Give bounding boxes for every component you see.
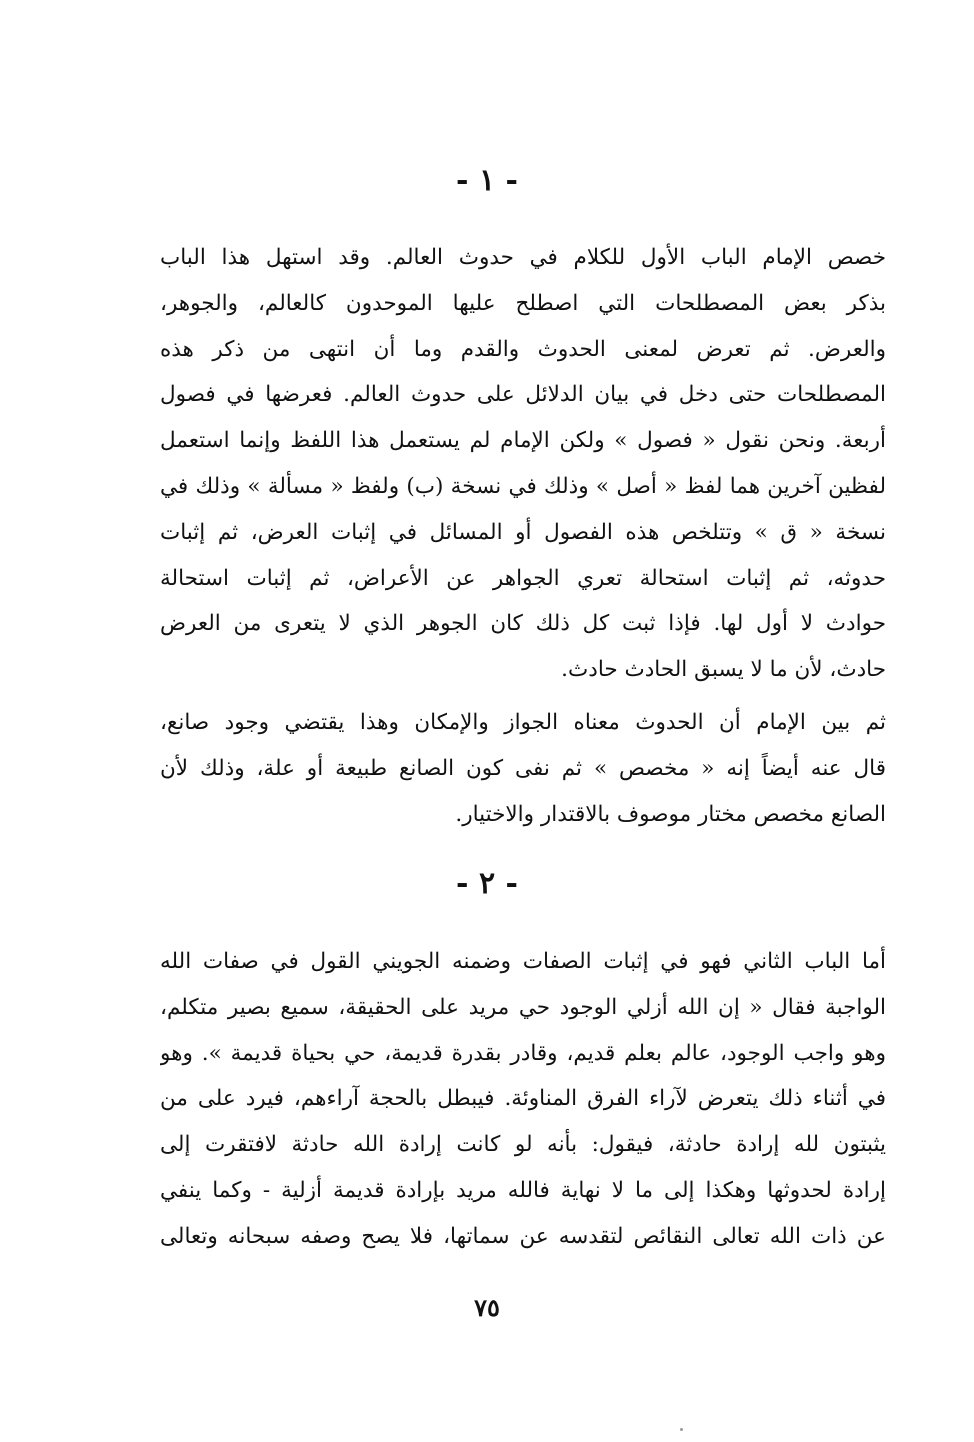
- text-line: وهو واجب الوجود، عالم بعلم قديم، وقادر بقدرة قديمة، حي بحياة قديمة ». وهو: [160, 1040, 886, 1066]
- text-line: بذكر بعض المصطلحات التي اصطلح عليها الموحدون كالعالم، والجوهر،: [160, 290, 886, 316]
- text-line: قال عنه أيضاً إنه « مخصص » ثم نفى كون الصانع طبيعة أو علة، وذلك لأن: [160, 755, 886, 781]
- text-line: نسخة « ق » وتتلخص هذه الفصول أو المسائل في إثبات العرض، ثم إثبات: [160, 519, 886, 545]
- paragraph-chapter-one: [160, 235, 886, 693]
- text-line: حدوثه، ثم إثبات استحالة تعري الجواهر عن الأعراض، ثم إثبات استحالة: [160, 565, 886, 591]
- text-line: أربعة. ونحن نقول « فصول » ولكن الإمام لم يستعمل هذا اللفظ وإنما استعمل: [160, 428, 886, 454]
- scan-speck: [680, 1428, 683, 1431]
- text-line: الصانع مخصص مختار موصوف بالاقتدار والاختيار.: [455, 801, 886, 827]
- page-number: ٧٥: [474, 1293, 500, 1322]
- text-line: يثبتون لله إرادة حادثة، فيقول: بأنه لو كانت إرادة الله حادثة لافتقرت إلى: [160, 1132, 886, 1158]
- text-line: إرادة لحدوثها وهكذا إلى ما لا نهاية فالله مريد بإرادة قديمة أزلية - وكما ينفي: [160, 1177, 886, 1203]
- text-line: حادث، لأن ما لا يسبق الحادث حادث.: [561, 657, 886, 683]
- text-line: الواجبة فقال « إن الله أزلي الوجود حي مريد على الحقيقة، سميع بصير متكلم،: [160, 994, 886, 1020]
- section-heading-1: - ١ -: [456, 163, 518, 198]
- text-line: في أثناء ذلك يتعرض لآراء الفرق المناوئة. فيبطل بالحجة آراءهم، فيرد على من: [160, 1086, 886, 1112]
- text-line: ثم بين الإمام أن الحدوث معناه الجواز والإمكان وهذا يقتضي وجود صانع،: [160, 710, 886, 735]
- text-line: أما الباب الثاني فهو في إثبات الصفات وضمنه الجويني القول في صفات الله: [160, 949, 886, 974]
- paragraph-chapter-two: [160, 939, 886, 1260]
- text-line: والعرض. ثم تعرض لمعنى الحدوث والقدم وما أن انتهى من ذكر هذه: [160, 336, 886, 362]
- text-line: عن ذات الله تعالى النقائص لتقدسه عن سماتها، فلا يصح وصفه سبحانه وتعالى: [160, 1223, 886, 1249]
- text-line: حوادث لا أول لها. فإذا ثبت كل ذلك كان الجوهر الذي لا يتعرى من العرض: [160, 611, 886, 637]
- text-line: لفظين آخرين هما لفظ « أصل » وذلك في نسخة (ب) ولفظ « مسألة » وذلك في: [160, 473, 886, 499]
- text-line: المصطلحات حتى دخل في بيان الدلائل على حدوث العالم. فعرضها في فصول: [160, 382, 886, 408]
- section-heading-2: - ٢ -: [456, 866, 518, 901]
- paragraph-creator: [160, 700, 886, 837]
- text-line: خصص الإمام الباب الأول للكلام في حدوث العالم. وقد استهل هذا الباب: [160, 245, 886, 270]
